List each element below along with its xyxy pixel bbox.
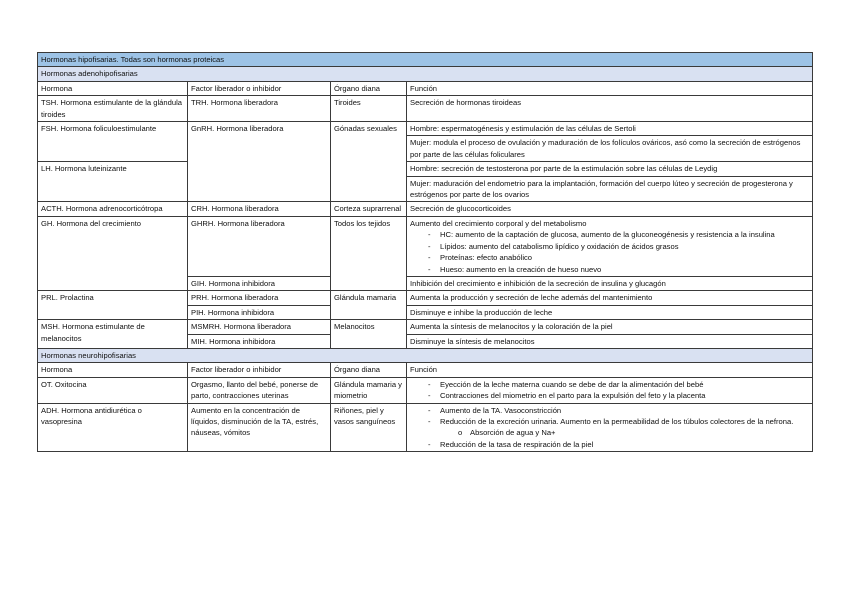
funcion-cell: Hombre: secreción de testosterona por parte de la estimulación sobre las células de Leydig (407, 162, 813, 176)
hormona-cell: GH. Hormona del crecimiento (38, 216, 188, 290)
hormona-cell: TSH. Hormona estimulante de la glándula tiroides (38, 96, 188, 122)
list-item: - Proteínas: efecto anabólico (440, 252, 809, 263)
funcion-cell: Secreción de glucocorticoides (407, 202, 813, 216)
column-header: Hormona (38, 363, 188, 377)
table-row (38, 96, 813, 122)
list-item: - Hueso: aumento en la creación de hueso nuevo (440, 264, 809, 275)
list-item: - Aumento de la TA. Vasoconstricción (440, 405, 809, 416)
hormona-cell: OT. Oxitocina (38, 377, 188, 403)
table-row (38, 216, 813, 276)
factor-cell: MSMRH. Hormona liberadora (188, 320, 331, 334)
column-header-row (38, 363, 813, 377)
factor-cell: GIH. Hormona inhibidora (188, 276, 331, 290)
hormona-cell: PRL. Prolactina (38, 291, 188, 320)
table-title-row (38, 53, 813, 67)
organo-cell: Corteza suprarrenal (331, 202, 407, 216)
factor-cell: Aumento en la concentración de líquidos, disminución de la TA, estrés, náuseas, vómitos (188, 403, 331, 452)
funcion-cell: Mujer: modula el proceso de ovulación y maduración de los folículos ováricos, asó como la secreción de estrógenos por parte de las células foliculares (407, 136, 813, 162)
column-header: Factor liberador o inhibidor (188, 363, 331, 377)
funcion-list (410, 405, 809, 428)
funcion-cell (407, 216, 813, 276)
organo-cell: Tiroides (331, 96, 407, 122)
column-header: Función (407, 81, 813, 95)
table-row (38, 377, 813, 403)
table-row (38, 320, 813, 334)
table-row (38, 202, 813, 216)
factor-cell: CRH. Hormona liberadora (188, 202, 331, 216)
funcion-cell: Disminuye e inhibe la producción de leche (407, 305, 813, 319)
factor-cell: PIH. Hormona inhibidora (188, 305, 331, 319)
list-item: - Eyección de la leche materna cuando se debe de dar la alimentación del bebé (440, 379, 809, 390)
factor-cell: GnRH. Hormona liberadora (188, 122, 331, 202)
factor-cell: TRH. Hormona liberadora (188, 96, 331, 122)
factor-cell: MIH. Hormona inhibidora (188, 334, 331, 348)
funcion-cell (407, 403, 813, 452)
funcion-cell: Disminuye la síntesis de melanocitos (407, 334, 813, 348)
section-header-row (38, 348, 813, 362)
column-header-row (38, 81, 813, 95)
funcion-list (410, 229, 809, 275)
hormone-table (37, 52, 813, 452)
hormona-cell: ADH. Hormona antidiurética o vasopresina (38, 403, 188, 452)
funcion-cell (407, 377, 813, 403)
list-item: - Contracciones del miometrio en el parto para la expulsión del feto y la placenta (440, 390, 809, 401)
section-header-row (38, 67, 813, 81)
organo-cell: Glándula mamaria (331, 291, 407, 320)
column-header: Factor liberador o inhibidor (188, 81, 331, 95)
funcion-cell: Secreción de hormonas tiroideas (407, 96, 813, 122)
section-title-neuro: Hormonas neurohipofisarias (38, 348, 813, 362)
column-header: Función (407, 363, 813, 377)
funcion-text: Aumento del crecimiento corporal y del metabolismo (410, 218, 587, 228)
funcion-sublist (410, 427, 809, 438)
table-row (38, 291, 813, 305)
table-row (38, 122, 813, 136)
funcion-list (410, 439, 809, 450)
funcion-cell: Aumenta la síntesis de melanocitos y la coloración de la piel (407, 320, 813, 334)
list-item: - Lípidos: aumento del catabolismo lipídico y oxidación de ácidos grasos (440, 241, 809, 252)
organo-cell: Todos los tejidos (331, 216, 407, 290)
hormona-cell: FSH. Hormona foliculoestimulante (38, 122, 188, 162)
table-row (38, 162, 813, 176)
column-header: Órgano diana (331, 363, 407, 377)
factor-cell: PRH. Hormona liberadora (188, 291, 331, 305)
organo-cell: Gónadas sexuales (331, 122, 407, 202)
organo-cell: Riñones, piel y vasos sanguíneos (331, 403, 407, 452)
hormona-cell: ACTH. Hormona adrenocorticótropa (38, 202, 188, 216)
factor-cell: GHRH. Hormona liberadora (188, 216, 331, 276)
factor-cell: Orgasmo, llanto del bebé, ponerse de parto, contracciones uterinas (188, 377, 331, 403)
column-header: Órgano diana (331, 81, 407, 95)
section-title-adeno: Hormonas adenohipofisarias (38, 67, 813, 81)
organo-cell: Melanocitos (331, 320, 407, 349)
funcion-list (410, 379, 809, 402)
table-row (38, 403, 813, 452)
funcion-cell: Mujer: maduración del endometrio para la implantación, formación del cuerpo lúteo y secreción de progesterona y estrógenos por parte de los ovarios (407, 176, 813, 202)
funcion-cell: Hombre: espermatogénesis y estimulación de las células de Sertoli (407, 122, 813, 136)
funcion-cell: Inhibición del crecimiento e inhibición de la secreción de insulina y glucagón (407, 276, 813, 290)
list-item: - Reducción de la tasa de respiración de la piel (440, 439, 809, 450)
list-item: o Absorción de agua y Na+ (470, 427, 809, 438)
table-title: Hormonas hipofisarias. Todas son hormonas proteicas (38, 53, 813, 67)
hormona-cell: LH. Hormona luteinizante (38, 162, 188, 202)
funcion-cell: Aumenta la producción y secreción de leche además del mantenimiento (407, 291, 813, 305)
hormona-cell: MSH. Hormona estimulante de melanocitos (38, 320, 188, 349)
organo-cell: Glándula mamaria y miometrio (331, 377, 407, 403)
column-header: Hormona (38, 81, 188, 95)
list-item: - Reducción de la excreción urinaria. Aumento en la permeabilidad de los túbulos colectores de la nefrona. (440, 416, 809, 427)
list-item: - HC: aumento de la captación de glucosa, aumento de la gluconeogénesis y resistencia a la insulina (440, 229, 809, 240)
